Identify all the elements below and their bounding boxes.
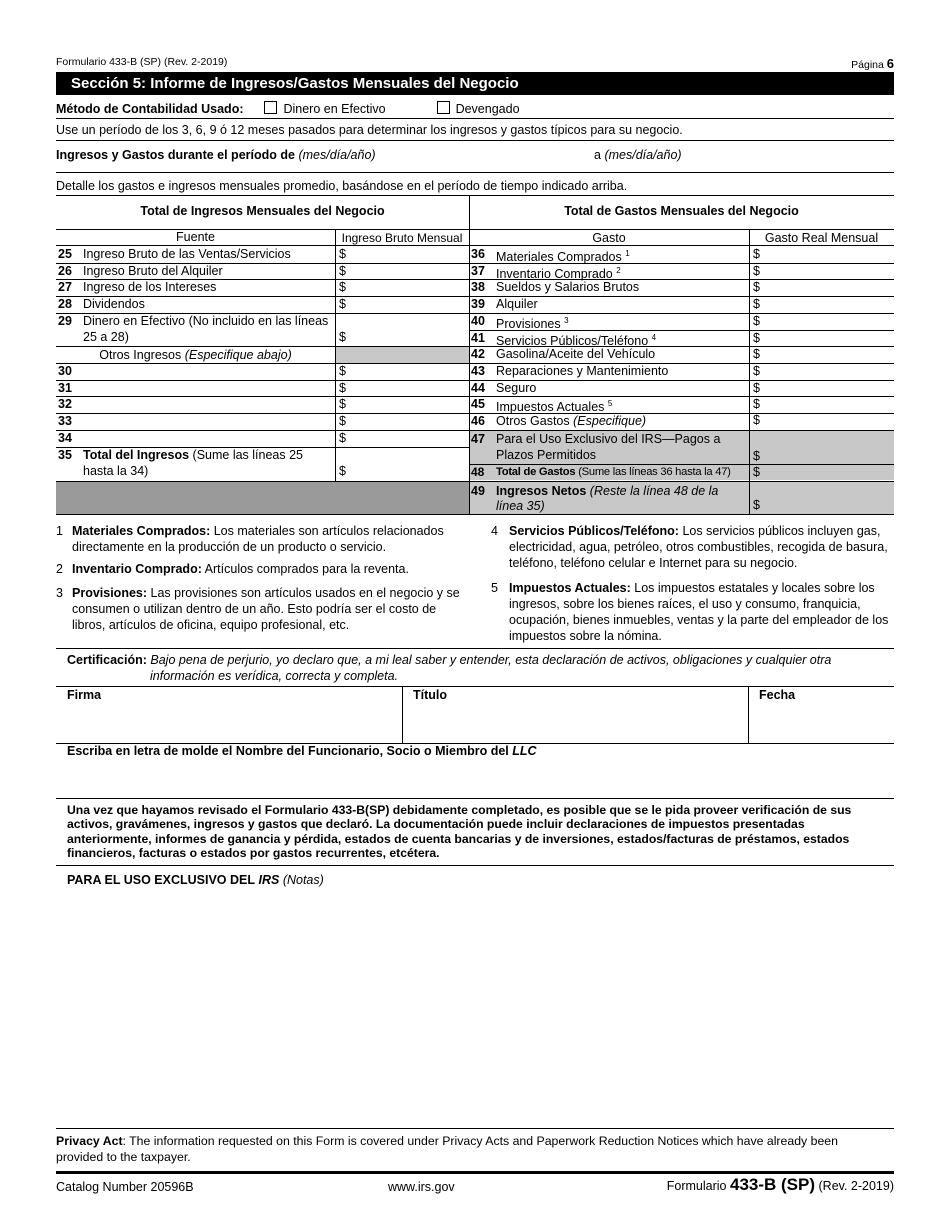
expense-row-label	[496, 363, 668, 380]
amount-input[interactable]: $	[753, 263, 760, 278]
divider	[749, 229, 750, 514]
footnote-text: impuestos sobre la nómina.	[509, 629, 662, 643]
form-page	[56, 0, 894, 1230]
other-income-input[interactable]	[83, 380, 333, 396]
privacy-act	[56, 1134, 894, 1165]
period-to-prefix: a	[594, 148, 601, 162]
irs-notes-area	[56, 890, 894, 1125]
expense-other-label	[496, 413, 646, 430]
amount-input[interactable]: $	[753, 413, 760, 427]
cash-checkbox[interactable]	[264, 101, 277, 114]
footnote-text: electricidad, agua, petróleo, otros combustibles, recogida de basura,	[509, 540, 888, 554]
divider	[56, 363, 469, 364]
net-income-hint2: línea 35)	[496, 499, 545, 513]
footnote-term: Impuestos Actuales:	[509, 581, 631, 595]
footnote-ref: 3	[564, 315, 569, 325]
row-number: 33	[58, 414, 72, 429]
footnote-number: 3	[56, 586, 63, 600]
period-hint: Use un período de los 3, 6, 9 ó 12 meses pasados para determinar los ingresos y gastos típicos para su negocio.	[56, 123, 683, 137]
row-number: 47	[471, 432, 485, 446]
footnote-ref: 4	[651, 332, 657, 342]
row-number: 27	[58, 280, 72, 295]
page-number-value: 6	[886, 56, 894, 71]
irs-use-notes: (Notas)	[282, 873, 324, 887]
print-name-label	[67, 744, 537, 758]
expense-other-hint: (Especifique)	[573, 414, 647, 428]
divider	[56, 1128, 894, 1129]
income-row-label: Ingreso de los Intereses	[83, 280, 217, 295]
date-field[interactable]	[749, 687, 894, 742]
other-income-input[interactable]	[83, 413, 333, 429]
amount-input[interactable]: $	[753, 247, 760, 261]
divider	[56, 648, 894, 649]
amount-input[interactable]: $	[753, 380, 760, 395]
footnote-number: 1	[56, 524, 63, 538]
row-number: 39	[471, 297, 485, 312]
income-row-label: 25 a 28)	[83, 330, 129, 344]
amount-input[interactable]: $	[753, 297, 760, 312]
footnote-text: libros, artículos de oficina, equipo profesional, etc.	[72, 618, 350, 632]
row-number: 28	[58, 297, 72, 312]
row-number: 41	[471, 330, 485, 345]
income-row-label: Dinero en Efectivo (No incluido en las líneas	[83, 314, 329, 328]
row-number: 38	[471, 280, 485, 295]
period-label: Ingresos y Gastos durante el período de	[56, 148, 295, 162]
amount-input[interactable]: $	[339, 364, 346, 378]
certification-text: Bajo pena de perjurio, yo declaro que, a mi leal saber y entender, esta declaración de activos, obligaciones y cualquier otra	[150, 653, 832, 667]
net-income-amount[interactable]: $	[753, 498, 760, 512]
privacy-text: : The information requested on this Form is covered under Privacy Acts and Paperwork Reduction Notices which have already been	[122, 1134, 838, 1148]
divider	[56, 514, 894, 515]
expense-label-text: Inventario Comprado	[496, 266, 613, 281]
footnote-number: 2	[56, 562, 63, 576]
footnote-text: consumen o utilizan dentro de un año. Esto podría ser el costo de	[72, 602, 437, 616]
accounting-label: Método de Contabilidad Usado:	[56, 102, 244, 116]
footer-form-id	[667, 1175, 894, 1195]
income-row-29	[58, 313, 72, 330]
page-header	[56, 56, 894, 70]
verification-text: activos, gravámenes, ingresos y gastos que declaró. La documentación puede incluir declaraciones de impuestos presentadas	[67, 817, 805, 832]
page-number	[851, 56, 894, 71]
expense-label-text: Materiales Comprados	[496, 250, 622, 265]
footer-form-number: 433-B (SP)	[729, 1175, 816, 1194]
amount-input[interactable]: $	[339, 330, 346, 344]
footnote-text: Artículos comprados para la reventa.	[204, 562, 409, 576]
amount-input[interactable]: $	[339, 263, 346, 278]
divider	[56, 798, 894, 799]
expense-row-label	[496, 279, 639, 296]
accrual-option-label: Devengado	[455, 102, 520, 116]
row-number: 25	[58, 247, 72, 261]
cash-option-label: Dinero en Efectivo	[283, 102, 386, 116]
expense-label-text: Servicios Públicos/Teléfono	[496, 333, 649, 348]
shaded-cell	[749, 430, 894, 480]
amount-input[interactable]: $	[339, 414, 346, 429]
other-income-header	[56, 347, 335, 364]
certification-text: información es verídica, correcta y completa.	[150, 669, 399, 683]
footnote-ref: 5	[607, 399, 613, 409]
verification-notice	[67, 803, 894, 860]
expenses-col-amount: Gasto Real Mensual	[764, 231, 879, 245]
shaded-cell	[56, 481, 469, 514]
footnote-text: Los servicios públicos incluyen gas,	[682, 524, 881, 538]
footnote-term: Inventario Comprado:	[72, 562, 202, 576]
income-row-label: Ingreso Bruto de las Ventas/Servicios	[83, 247, 291, 261]
expense-row-label	[496, 346, 655, 363]
other-income-hint: (Especifique abajo)	[184, 348, 292, 362]
expense-label-text: Sueldos y Salarios Brutos	[496, 280, 640, 295]
row-number: 45	[471, 397, 485, 412]
footnote-text: teléfono, teléfono celular e Internet para su negocio.	[509, 556, 798, 570]
row-number: 43	[471, 363, 485, 378]
privacy-term: Privacy Act	[56, 1134, 123, 1148]
accrual-checkbox[interactable]	[437, 101, 450, 114]
expense-row-46	[471, 413, 485, 430]
expense-label-text: Provisiones	[496, 316, 561, 331]
verification-text: Una vez que hayamos revisado el Formulario 433-B(SP) debidamente completado, es posible que se le pida proveer verificación de sus	[67, 803, 852, 817]
row-number: 40	[471, 313, 485, 328]
footer-revision: (Rev. 2-2019)	[818, 1179, 894, 1193]
amount-input[interactable]: $	[753, 397, 760, 412]
income-col-amount: Ingreso Bruto Mensual	[341, 231, 463, 245]
footnote-term: Provisiones:	[72, 586, 148, 600]
row-number: 32	[58, 397, 72, 412]
income-total-row	[58, 447, 72, 464]
footnote-text: Las provisiones son artículos usados en el negocio y se	[150, 586, 460, 600]
irs-use-label	[67, 873, 324, 887]
footnote-number: 5	[491, 581, 498, 595]
expense-total-amount[interactable]: $	[753, 465, 760, 479]
divider	[56, 865, 894, 866]
amount-input[interactable]: $	[339, 280, 346, 295]
signature-label: Firma	[67, 688, 102, 702]
income-total-term: Total del Ingresos	[83, 448, 190, 462]
footnote-ref: 1	[625, 249, 630, 258]
amount-input[interactable]: $	[339, 380, 346, 395]
expense-total-label	[496, 464, 731, 481]
row-number: 42	[471, 347, 485, 362]
irs-use-text: PARA EL USO EXCLUSIVO DEL	[67, 873, 255, 887]
row-number: 37	[471, 263, 485, 278]
expense-irs-label2: Plazos Permitidos	[496, 448, 597, 462]
certification-label: Certificación:	[67, 653, 147, 667]
row-number: 49	[471, 484, 485, 498]
other-income-input[interactable]	[83, 363, 333, 379]
row-number: 29	[58, 314, 72, 328]
expense-label-text: Gasolina/Aceite del Vehículo	[496, 347, 656, 362]
amount-input[interactable]: $	[339, 397, 346, 412]
page-label: Página	[851, 59, 884, 71]
row-number: 48	[471, 465, 485, 479]
expense-total-hint: (Sume las líneas 36 hasta la 47)	[578, 466, 731, 478]
section-title: Sección 5: Informe de Ingresos/Gastos Mensuales del Negocio	[56, 72, 894, 95]
print-name-text: Escriba en letra de molde el Nombre del Funcionario, Socio o Miembro del	[67, 744, 509, 758]
form-id: Formulario 433-B (SP) (Rev. 2-2019)	[56, 56, 228, 68]
footnote-number: 4	[491, 524, 498, 538]
footnote-term: Materiales Comprados:	[72, 524, 211, 538]
divider	[335, 229, 336, 481]
footnote-text: directamente en la producción de un producto o servicio.	[72, 540, 387, 554]
income-total-label2: hasta la 34)	[83, 464, 149, 478]
income-row-label: Dividendos	[83, 297, 145, 312]
income-title: Total de Ingresos Mensuales del Negocio	[140, 204, 385, 218]
accounting-method	[56, 101, 520, 116]
amount-input[interactable]: $	[753, 280, 760, 295]
row-number: 30	[58, 364, 72, 378]
expense-label-text: Impuestos Actuales	[496, 400, 605, 415]
footnote-text: ocupación, bienes inmuebles, ventas y la parte del empleador de los	[509, 613, 889, 627]
footnote-text: Los materiales son artículos relacionados	[213, 524, 444, 538]
expense-other-term: Otros Gastos	[496, 414, 570, 428]
expense-label-text: Alquiler	[496, 297, 538, 312]
amount-input[interactable]: $	[753, 330, 760, 345]
amount-input[interactable]: $	[339, 430, 346, 445]
other-income-label: Otros Ingresos	[99, 348, 182, 362]
certification	[67, 652, 894, 684]
footer-rule	[56, 1171, 894, 1174]
expense-row-47	[471, 431, 485, 448]
period-input[interactable]	[56, 140, 894, 172]
expense-label-text: Seguro	[496, 380, 537, 395]
detail-instruction: Detalle los gastos e ingresos mensuales promedio, basándose en el período de tiempo indicado arriba.	[56, 179, 628, 193]
other-income-input[interactable]	[83, 396, 333, 412]
irs-amount: $	[753, 449, 760, 463]
row-number: 46	[471, 414, 485, 428]
row-number: 31	[58, 380, 72, 395]
amount-input[interactable]: $	[339, 247, 346, 261]
amount-input[interactable]: $	[753, 313, 760, 328]
row-number: 26	[58, 263, 72, 278]
income-expense-table	[56, 196, 894, 514]
privacy-text: provided to the taxpayer.	[56, 1149, 191, 1164]
income-total-hint: (Sume las líneas 25	[192, 448, 304, 462]
divider	[56, 118, 894, 119]
expenses-title: Total de Gastos Mensuales del Negocio	[564, 204, 799, 218]
divider	[56, 481, 894, 482]
row-number: 34	[58, 430, 72, 445]
expenses-col-expense: Gasto	[592, 231, 626, 245]
footnote-text: Los impuestos estatales y locales sobre los	[634, 581, 875, 595]
amount-input[interactable]: $	[753, 363, 760, 378]
verification-text: financieros, facturas o estados por gastos recurrentes, etcétera.	[67, 845, 440, 860]
expense-row-49	[471, 483, 485, 500]
expense-row-label	[496, 380, 536, 397]
print-name-llc: LLC	[512, 744, 537, 758]
shaded-cell	[335, 346, 469, 363]
date-label: Fecha	[759, 688, 796, 702]
title-label: Título	[413, 688, 448, 702]
irs-use-irs: IRS	[258, 873, 280, 887]
footnote-ref: 2	[616, 265, 621, 275]
expense-total-term: Total de Gastos	[496, 466, 576, 478]
website: www.irs.gov	[388, 1180, 455, 1194]
print-name-field[interactable]	[56, 760, 894, 798]
row-number: 35	[58, 448, 72, 462]
footnote-text: ingresos, sobre los bienes raíces, el uso y consumo, franquicia,	[509, 597, 861, 611]
expense-label-text: Reparaciones y Mantenimiento	[496, 363, 669, 378]
divider	[56, 172, 894, 173]
other-income-input[interactable]	[83, 430, 333, 446]
row-number: 44	[471, 380, 485, 395]
footer-form-prefix: Formulario	[666, 1179, 727, 1193]
income-row-label: Ingreso Bruto del Alquiler	[83, 263, 223, 278]
footnote-term: Servicios Públicos/Teléfono:	[509, 524, 679, 538]
expense-irs-label: Para el Uso Exclusivo del IRS—Pagos a	[496, 432, 721, 446]
period-to: (mes/día/año)	[604, 148, 682, 162]
income-col-source: Fuente	[176, 230, 215, 244]
catalog-number: Catalog Number 20596B	[56, 1180, 194, 1194]
income-total-amount[interactable]: $	[339, 464, 346, 478]
period-from: (mes/día/año)	[298, 148, 376, 162]
expense-row-label	[496, 296, 538, 313]
amount-input[interactable]: $	[753, 347, 760, 362]
income-total-label	[83, 447, 303, 464]
amount-input[interactable]: $	[339, 297, 346, 312]
row-number: 36	[471, 247, 485, 261]
net-income-hint: (Reste la línea 48 de la	[589, 484, 719, 498]
net-income-term: Ingresos Netos	[496, 484, 587, 498]
expense-row-48	[471, 464, 484, 481]
title-field[interactable]	[403, 687, 747, 742]
shaded-cell	[749, 481, 894, 514]
verification-text: anteriormente, informes de ganancia y pérdida, estados de cuenta bancarias y de inversiones, estados/facturas de préstamos, estados	[67, 831, 850, 846]
signature-field[interactable]	[56, 687, 401, 742]
